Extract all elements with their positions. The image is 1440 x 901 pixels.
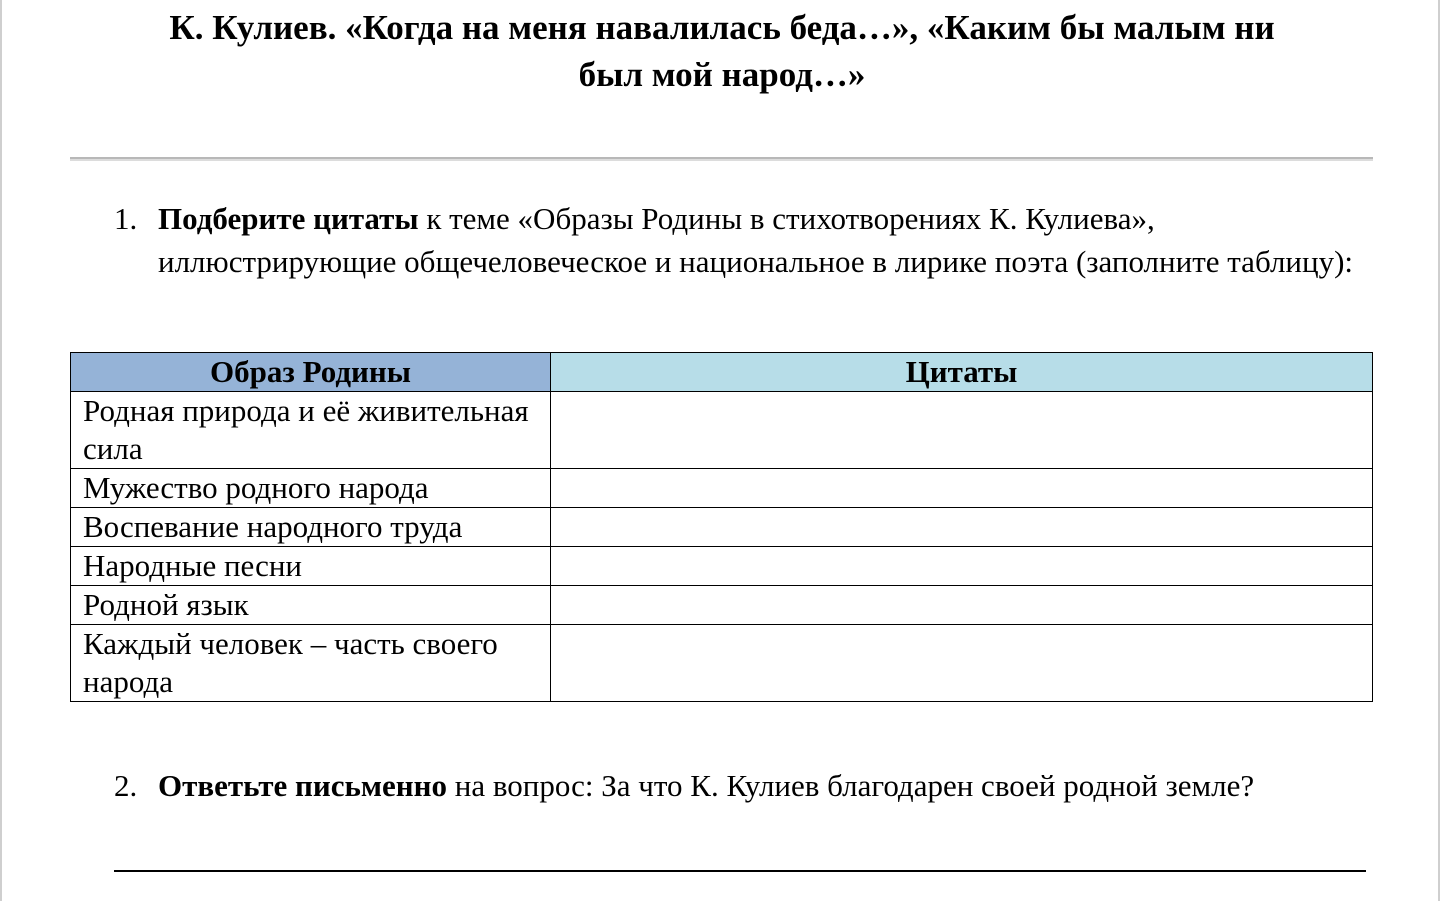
answer-line[interactable] (114, 870, 1366, 872)
table-row (71, 469, 1373, 508)
table-row (71, 508, 1373, 547)
task-2-bold: Ответьте письменно (158, 768, 447, 803)
row-image-cell: Родная природа и её живительная сила (71, 392, 551, 469)
row-quote-cell[interactable] (551, 586, 1373, 625)
table-header-row (71, 353, 1373, 392)
row-quote-cell[interactable] (551, 547, 1373, 586)
row-quote-cell[interactable] (551, 625, 1373, 702)
task-2 (114, 764, 1374, 807)
task-1-body (158, 197, 1374, 283)
task-2-number: 2. (114, 768, 138, 803)
row-quote-cell[interactable] (551, 508, 1373, 547)
task-1-number: 1. (114, 201, 138, 236)
title-line-2: был мой народ…» (578, 55, 866, 94)
table-row (71, 392, 1373, 469)
row-image-cell: Родной язык (71, 586, 551, 625)
title-divider (70, 157, 1373, 161)
table-row (71, 547, 1373, 586)
row-image-cell: Мужество родного народа (71, 469, 551, 508)
task-1 (114, 197, 1374, 283)
quotes-table (70, 352, 1373, 702)
task-2-body (158, 764, 1374, 807)
table-row (71, 625, 1373, 702)
task-1-bold: Подберите цитаты (158, 201, 419, 236)
document-title (72, 4, 1372, 98)
row-quote-cell[interactable] (551, 392, 1373, 469)
row-image-cell: Каждый человек – часть своего народа (71, 625, 551, 702)
header-quotes: Цитаты (551, 353, 1373, 392)
title-line-1: К. Кулиев. «Когда на меня навалилась беда…», «Каким бы малым ни (169, 8, 1275, 47)
row-image-cell: Воспевание народного труда (71, 508, 551, 547)
row-quote-cell[interactable] (551, 469, 1373, 508)
table-row (71, 586, 1373, 625)
task-2-text: на вопрос: За что К. Кулиев благодарен своей родной земле? (447, 768, 1255, 803)
header-image: Образ Родины (71, 353, 551, 392)
row-image-cell: Народные песни (71, 547, 551, 586)
task-1-text: к теме «Образы Родины в стихотворениях К. Кулиева», иллюстрирующие общечеловеческое и национальное в лирике поэта (заполните таблицу): (158, 201, 1354, 279)
